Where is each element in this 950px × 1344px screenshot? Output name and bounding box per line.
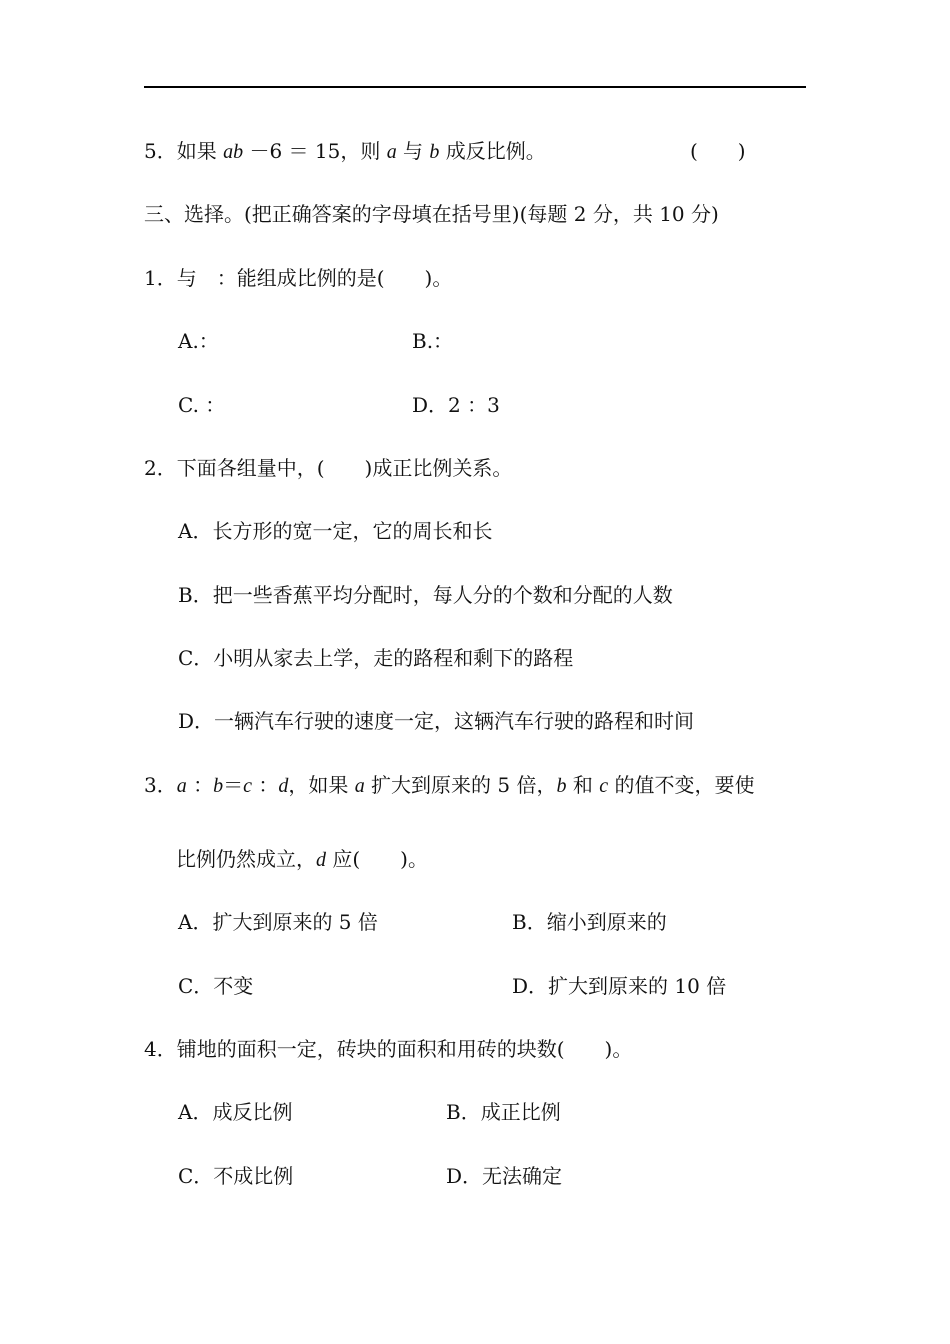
option-a: A．成反比例 [178, 1100, 293, 1124]
option-d: D．扩大到原来的 10 倍 [512, 974, 727, 998]
choice-question-4-stem: 4．铺地的面积一定，砖块的面积和用砖的块数( )。 [144, 1037, 633, 1061]
var-b: b [556, 775, 567, 797]
choice-question-2-stem: 2．下面各组量中，( )成正比例关系。 [144, 456, 513, 480]
var-a: a [176, 775, 187, 797]
choice-question-3-stem [144, 771, 754, 800]
var-d: d [278, 775, 289, 797]
var-b: b [429, 141, 440, 163]
option-d: D．一辆汽车行驶的速度一定，这辆汽车行驶的路程和时间 [178, 709, 695, 733]
question-text: 应( )。 [326, 847, 428, 871]
var-a: a [386, 141, 397, 163]
option-a: A.： [178, 329, 219, 353]
question-text: 成反比例。 [439, 139, 546, 163]
question-text: 如果 [176, 139, 224, 163]
question-text: 的值不变，要使 [608, 773, 755, 797]
question-text: －6 ＝ 15，则 [243, 139, 387, 163]
var-d: d [316, 849, 326, 871]
var-b: b [213, 775, 224, 797]
option-b: B．缩小到原来的 [512, 910, 667, 934]
question-text: 与 [396, 139, 430, 163]
choice-question-3-stem-cont [176, 845, 428, 874]
colon: ： [186, 773, 214, 797]
option-d: D．无法确定 [446, 1164, 563, 1188]
option-b: B．把一些香蕉平均分配时，每人分的个数和分配的人数 [178, 583, 673, 607]
section-title: 三、选择。(把正确答案的字母填在括号里)(每题 2 分，共 10 分) [144, 202, 719, 226]
option-b: B．成正比例 [446, 1100, 561, 1124]
question-number: 3． [144, 773, 177, 797]
option-c: C．不成比例 [178, 1164, 294, 1188]
option-b: B.： [412, 329, 454, 353]
colon: ： [251, 773, 279, 797]
option-c: C．小明从家去上学，走的路程和剩下的路程 [178, 646, 574, 670]
var-ab: ab [223, 141, 244, 163]
choice-question-1-stem: 1．与 ：能组成比例的是( )。 [144, 266, 453, 290]
question-text: 比例仍然成立， [176, 847, 316, 871]
answer-paren: ( ) [690, 139, 746, 163]
var-c: c [599, 775, 609, 797]
option-a: A．扩大到原来的 5 倍 [178, 910, 378, 934]
var-c: c [243, 775, 252, 797]
equals: ＝ [223, 773, 244, 797]
tf-question-5 [144, 137, 546, 166]
question-text: 和 [566, 773, 600, 797]
option-c: C. ： [178, 393, 226, 417]
option-d: D．2 ：3 [412, 393, 500, 417]
question-text: ，如果 [288, 773, 355, 797]
var-a: a [354, 775, 365, 797]
option-c: C．不变 [178, 974, 254, 998]
question-text: 扩大到原来的 5 倍， [364, 773, 557, 797]
header-rule [144, 86, 806, 88]
question-number: 5． [144, 139, 177, 163]
option-a: A．长方形的宽一定，它的周长和长 [178, 519, 493, 543]
